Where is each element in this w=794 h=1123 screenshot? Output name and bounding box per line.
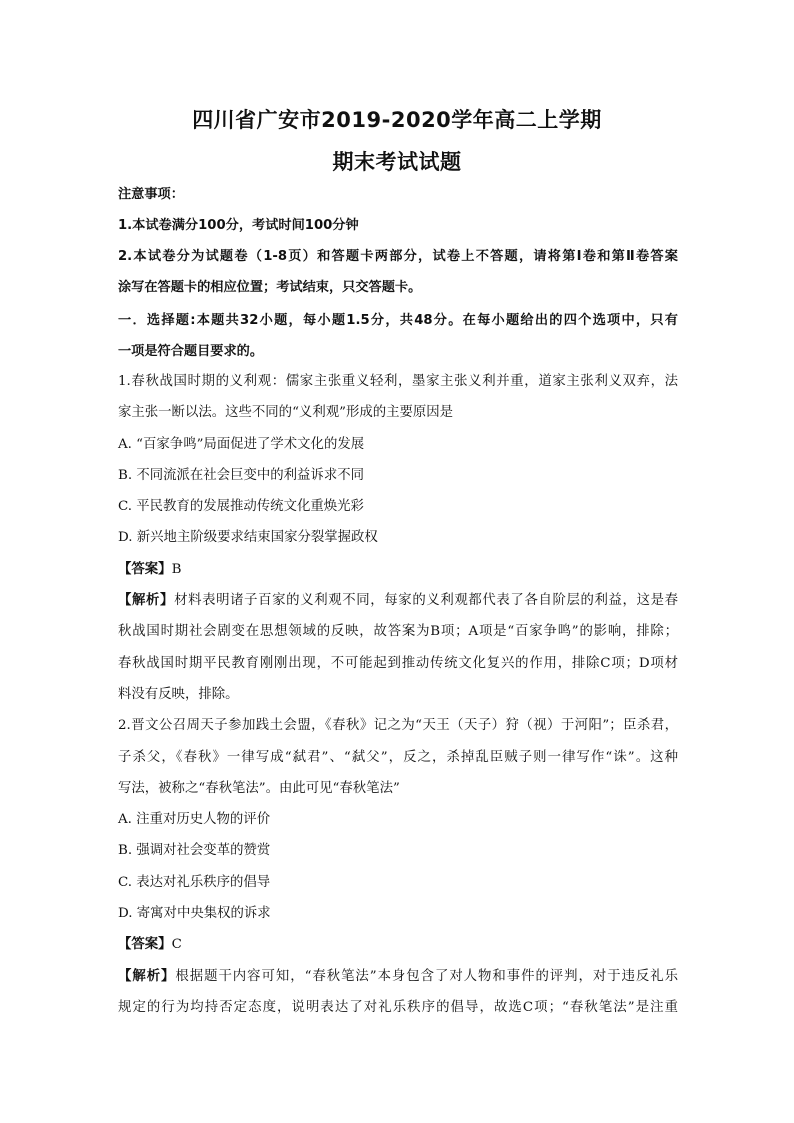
analysis-tag: 【解析】 [118,969,176,984]
notes-item-2-line-1: 2.本试卷分为试题卷（1-8页）和答题卡两部分，试卷上不答题，请将第Ⅰ卷和第Ⅱ卷答案 [118,249,678,264]
section-heading-line-1: 一．选择题:本题共32小题，每小题1.5分，共48分。在每小题给出的四个选项中，只有 [118,313,678,328]
q2-analysis-line-2: 规定的行为均持否定态度，说明表达了对礼乐秩序的倡导，故选C项；“春秋笔法”是注重 [118,1000,678,1015]
q1-analysis-line-3: 春秋战国时期平民教育刚刚出现，不可能起到推动传统文化复兴的作用，排除C项；D项材 [118,656,678,671]
notes-item-1: 1.本试卷满分100分，考试时间100分钟 [118,218,359,233]
q2-option-d: D. 寄寓对中央集权的诉求 [118,906,271,921]
q1-stem-line-1: 1.春秋战国时期的义利观：儒家主张重义轻利，墨家主张义利并重，道家主张利义双弃，法 [118,374,678,389]
q2-stem-line-2: 子杀父，《春秋》一律写成“弑君”、“弑父”，反之，杀掉乱臣贼子则一律写作“诛”。这种 [118,750,678,765]
answer-value: B [171,562,182,577]
q1-stem-line-2: 家主张一断以法。这些不同的“义利观”形成的主要原因是 [118,405,454,420]
q2-stem-line-1: 2.晋文公召周天子参加践土会盟，《春秋》记之为“天王（天子）狩（视）于河阳”；臣杀君， [118,718,678,733]
q2-option-b: B. 强调对社会变革的赞赏 [118,843,271,858]
q1-option-c: C. 平民教育的发展推动传统文化重焕光彩 [118,499,364,514]
q2-stem-line-3: 写法，被称之“春秋笔法”。由此可见“春秋笔法” [118,781,400,796]
q2-option-a: A. 注重对历史人物的评价 [118,812,271,827]
section-heading-line-2: 一项是符合题目要求的。 [118,344,264,359]
analysis-text: 材料表明诸子百家的义利观不同，每家的义利观都代表了各自阶层的利益，这是春 [174,593,678,608]
q1-analysis-line-2: 秋战国时期社会剧变在思想领域的反映，故答案为B项；A项是“百家争鸣”的影响，排除； [118,624,678,639]
answer-tag: 【答案】 [118,937,172,952]
q1-option-b: B. 不同流派在社会巨变中的利益诉求不同 [118,468,364,483]
answer-tag: 【答案】 [118,562,172,577]
answer-value: C [171,937,182,952]
analysis-text: 根据题干内容可知，“春秋笔法”本身包含了对人物和事件的评判，对于违反礼乐 [175,969,678,984]
q1-answer [118,561,678,579]
q2-answer [118,936,678,954]
q1-option-a: A. “百家争鸣”局面促进了学术文化的发展 [118,437,365,452]
q2-option-c: C. 表达对礼乐秩序的倡导 [118,875,271,890]
analysis-tag: 【解析】 [118,593,175,608]
q1-analysis-line-1 [118,592,678,610]
q1-option-d: D. 新兴地主阶级要求结束国家分裂掌握政权 [118,530,378,545]
q2-analysis-line-1 [118,968,678,986]
q1-analysis-line-4: 料没有反映，排除。 [118,687,239,702]
exam-subtitle: 期末考试试题 [332,150,462,174]
notes-heading: 注意事项： [118,187,184,202]
exam-title: 四川省广安市2019-2020学年高二上学期 [192,108,602,132]
notes-item-2-line-2: 涂写在答题卡的相应位置；考试结束，只交答题卡。 [118,280,422,295]
